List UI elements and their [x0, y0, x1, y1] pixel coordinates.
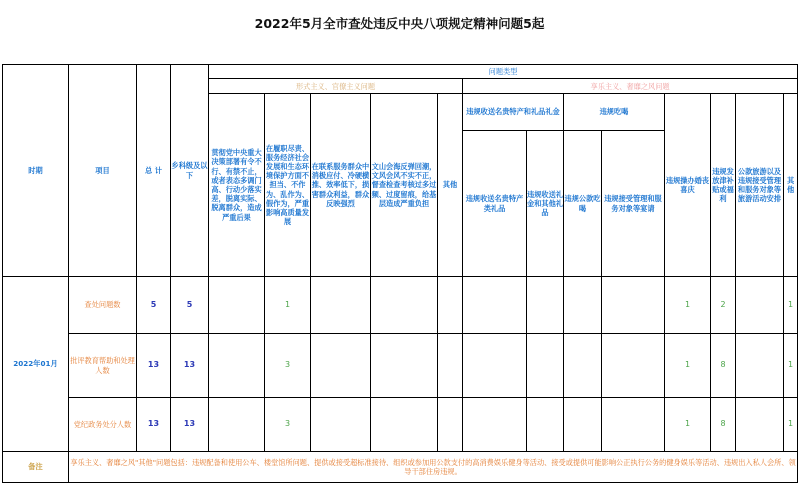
statistics-table — [2, 64, 798, 483]
township-header: 乡科级及以下 — [171, 65, 209, 277]
row-formalism-2: 3 — [265, 398, 311, 452]
cell-empty — [736, 277, 784, 334]
hedonism-col-other: 其他 — [784, 93, 798, 276]
cell-empty — [463, 277, 527, 334]
row-item-label: 批评教育帮助和处理人数 — [69, 333, 137, 397]
cell-empty — [736, 398, 784, 452]
page-title: 2022年5月全市查处违反中央八项规定精神问题5起 — [254, 16, 545, 31]
meal-group-header: 违规吃喝 — [564, 93, 665, 130]
cell-empty — [209, 333, 265, 397]
cell-empty — [438, 277, 463, 334]
cell-empty — [736, 333, 784, 397]
meal-col-public: 违规公款吃喝 — [564, 131, 602, 277]
gift-group-header: 违规收送名贵特产和礼品礼金 — [463, 93, 564, 130]
row-hedonism-allowance: 8 — [711, 333, 736, 397]
row-hedonism-allowance: 2 — [711, 277, 736, 334]
cell-empty — [564, 333, 602, 397]
cell-empty — [311, 333, 371, 397]
cell-empty — [438, 333, 463, 397]
formalism-col-2: 在履职尽责、服务经济社会发展和生态环境保护方面不担当、不作为、乱作为、假作为，严重影响高质量发展 — [265, 93, 311, 276]
cell-empty — [438, 398, 463, 452]
formalism-col-4: 文山会海反弹回潮，文风会风不实不正，督查检查考核过多过频、过度留痕，给基层造成严重负担 — [371, 93, 438, 276]
hedonism-col-travel: 公款旅游以及违规接受管理和服务对象等旅游活动安排 — [736, 93, 784, 276]
row-total: 13 — [137, 398, 171, 452]
row-hedonism-other: 1 — [784, 398, 798, 452]
cell-empty — [463, 333, 527, 397]
cell-empty — [602, 398, 665, 452]
row-hedonism-other: 1 — [784, 277, 798, 334]
hedonism-col-wedding: 违规操办婚丧喜庆 — [665, 93, 711, 276]
formalism-col-3: 在联系服务群众中消极应付、冷硬横推、效率低下，损害群众利益，群众反映强烈 — [311, 93, 371, 276]
row-formalism-2: 3 — [265, 333, 311, 397]
row-hedonism-other: 1 — [784, 333, 798, 397]
gift-col-specialty: 违规收送名贵特产类礼品 — [463, 131, 527, 277]
formalism-group-header: 形式主义、官僚主义问题 — [209, 79, 463, 93]
problem-type-header: 问题类型 — [209, 65, 798, 79]
cell-empty — [371, 277, 438, 334]
cell-empty — [371, 398, 438, 452]
cell-empty — [311, 398, 371, 452]
note-text: 享乐主义、奢靡之风"其他"问题包括：违规配备和使用公车、楼堂馆所问题、提供或接受超标准接待、组织或参加用公款支付的高消费娱乐健身等活动、接受或提供可能影响公正执行公务的健身娱乐等活动、违规出入私人会所、领导干部住房违规。 — [69, 451, 798, 482]
row-formalism-2: 1 — [265, 277, 311, 334]
row-hedonism-allowance: 8 — [711, 398, 736, 452]
cell-empty — [371, 333, 438, 397]
note-label: 备注 — [3, 451, 69, 482]
row-total: 13 — [137, 333, 171, 397]
cell-empty — [527, 333, 564, 397]
period-header: 时期 — [3, 65, 69, 277]
row-item-label: 查处问题数 — [69, 277, 137, 334]
cell-empty — [564, 398, 602, 452]
row-township: 13 — [171, 398, 209, 452]
cell-empty — [602, 277, 665, 334]
total-header: 总 计 — [137, 65, 171, 277]
cell-empty — [311, 277, 371, 334]
row-item-label: 党纪政务处分人数 — [69, 398, 137, 452]
cell-empty — [527, 398, 564, 452]
cell-empty — [564, 277, 602, 334]
cell-empty — [209, 277, 265, 334]
hedonism-col-allowance: 违规发放津补贴或福利 — [711, 93, 736, 276]
row-hedonism-wedding: 1 — [665, 398, 711, 452]
period-cell: 2022年01月 — [3, 277, 69, 452]
cell-empty — [209, 398, 265, 452]
row-township: 13 — [171, 333, 209, 397]
meal-col-banquet: 违规接受管理和服务对象等宴请 — [602, 131, 665, 277]
cell-empty — [527, 277, 564, 334]
cell-empty — [602, 333, 665, 397]
formalism-col-other: 其他 — [438, 93, 463, 276]
row-township: 5 — [171, 277, 209, 334]
gift-col-cash: 违规收送礼金和其他礼品 — [527, 131, 564, 277]
row-hedonism-wedding: 1 — [665, 277, 711, 334]
hedonism-group-header: 享乐主义、奢靡之风问题 — [463, 79, 798, 93]
row-total: 5 — [137, 277, 171, 334]
row-hedonism-wedding: 1 — [665, 333, 711, 397]
item-header: 项目 — [69, 65, 137, 277]
cell-empty — [463, 398, 527, 452]
formalism-col-1: 贯彻党中央重大决策部署有令不行、有禁不止，或者表态多调门高、行动少落实差，脱离实际、脱离群众，造成严重后果 — [209, 93, 265, 276]
